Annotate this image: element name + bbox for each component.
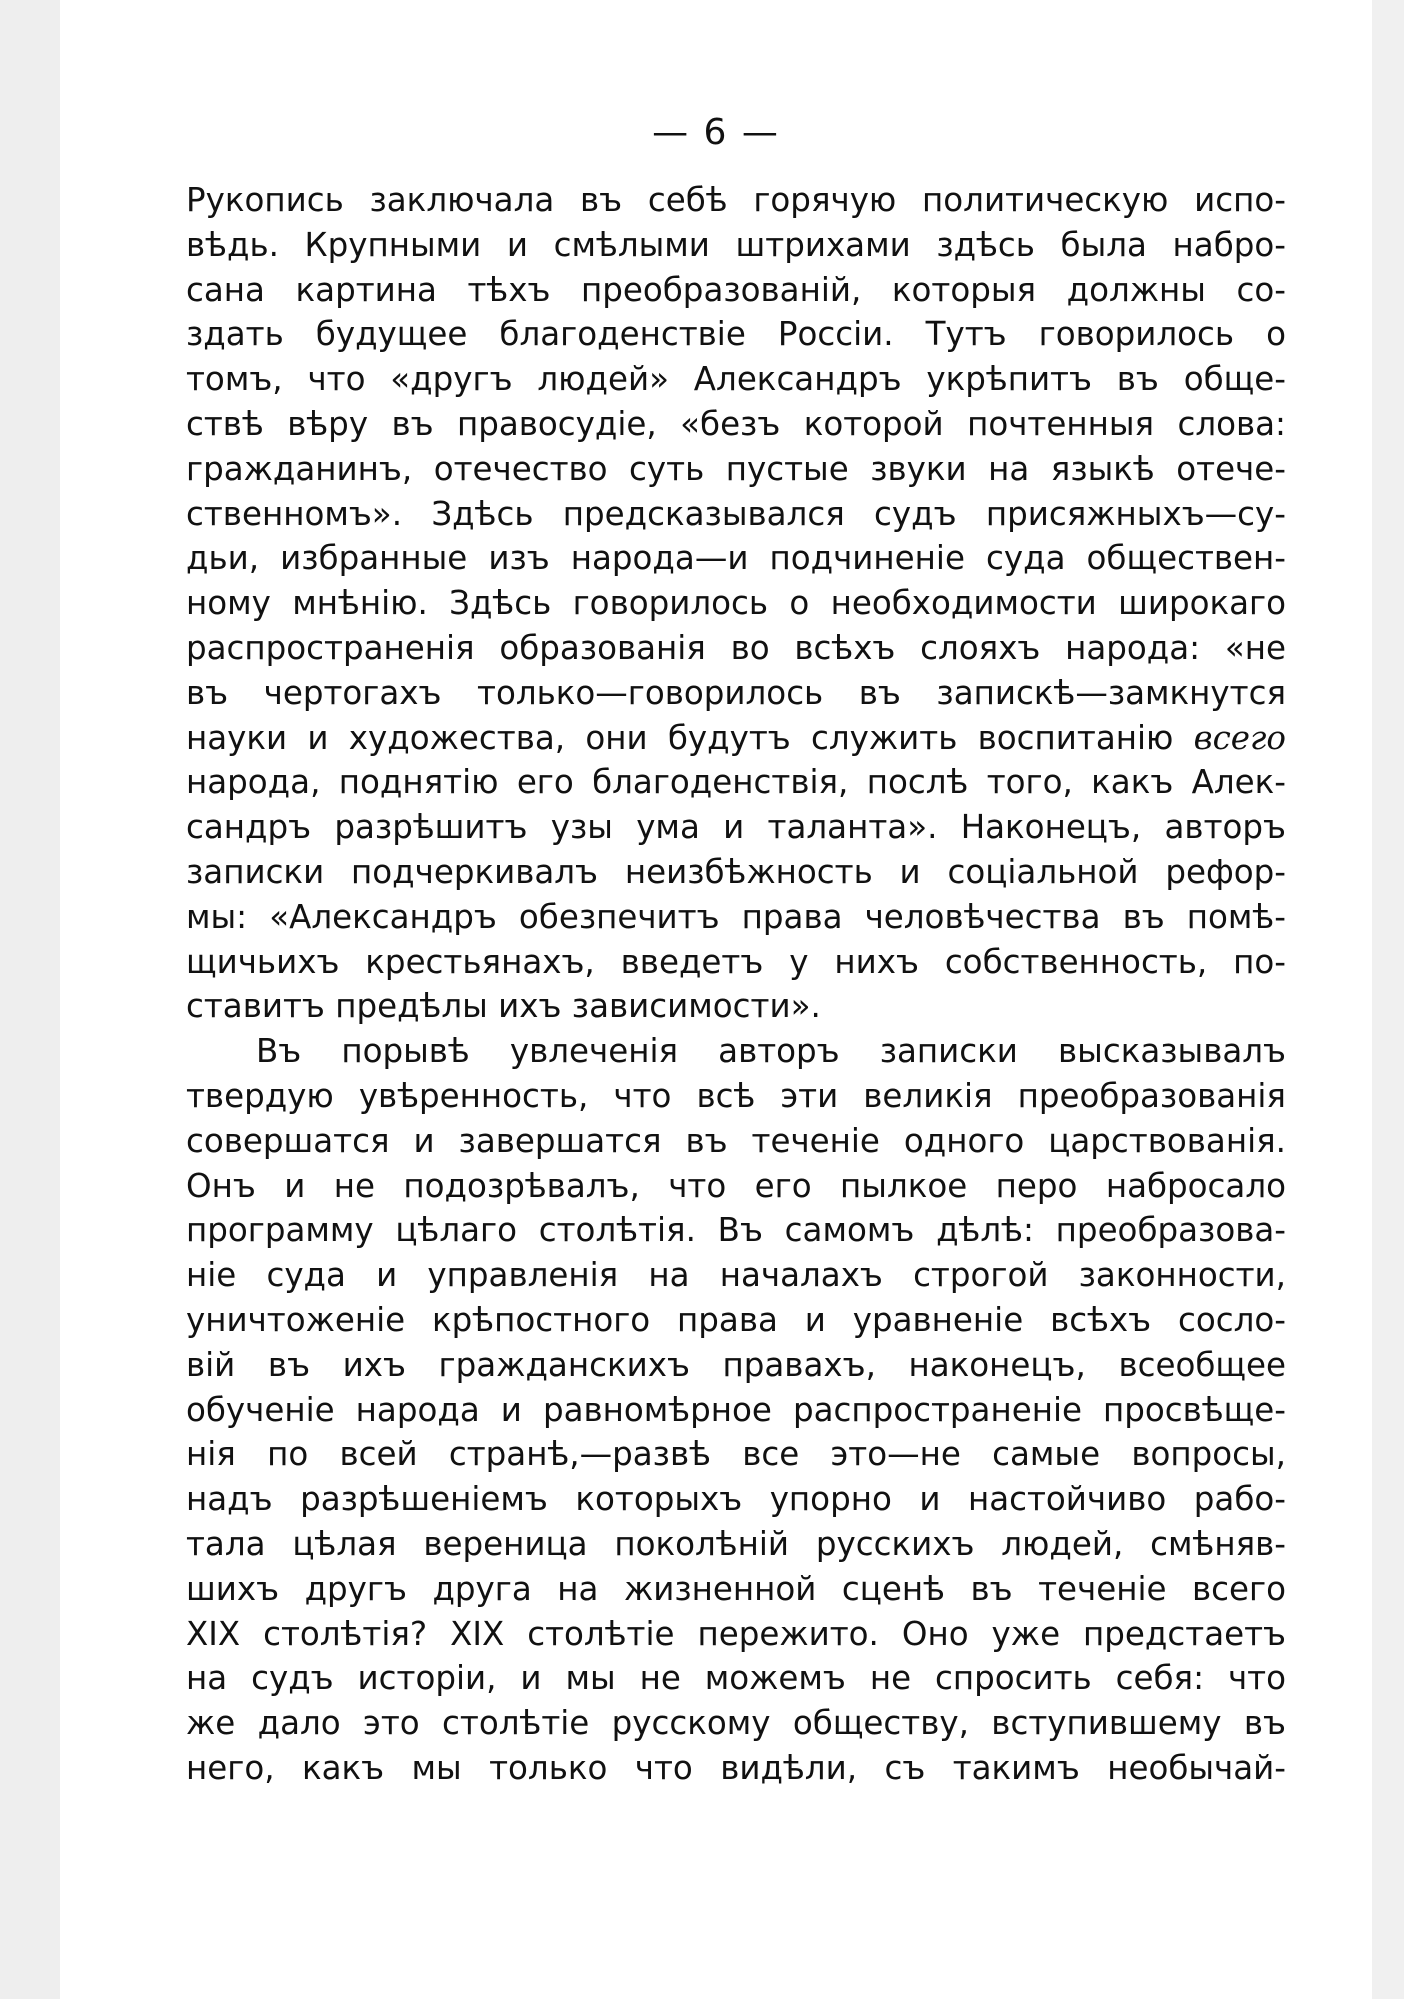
text-line: распространенія образованія во всѣхъ слояхъ народа: «не <box>186 628 1286 667</box>
text-line: вѣдь. Крупными и смѣлыми штрихами здѣсь была набро- <box>186 225 1286 264</box>
text-line: совершатся и завершатся въ теченіе одного царствованія. <box>186 1121 1286 1160</box>
text-line: обученіе народа и равномѣрное распространеніе просвѣще- <box>186 1390 1286 1429</box>
text-line-with-emphasis: науки и художества, они будутъ служить воспитанію всего <box>186 718 1286 757</box>
body-text <box>186 178 1286 1791</box>
text-line: народа, поднятію его благоденствія, послѣ того, какъ Алек- <box>186 763 1286 802</box>
text-line: ставитъ предѣлы ихъ зависимости». <box>186 987 821 1026</box>
page-number: — 6 — <box>652 112 780 153</box>
text-line: мы: «Александръ обезпечитъ права человѣчества въ помѣ- <box>186 897 1286 936</box>
text-line: XIX столѣтія? XIX столѣтіе пережито. Оно уже предстаетъ <box>186 1614 1286 1653</box>
text-line: Онъ и не подозрѣвалъ, что его пылкое перо набросало <box>186 1166 1286 1205</box>
text-line: дьи, избранные изъ народа—и подчиненіе суда обществен- <box>186 539 1286 578</box>
text-line: надъ разрѣшеніемъ которыхъ упорно и настойчиво рабо- <box>186 1480 1286 1519</box>
text-line: нія по всей странѣ,—развѣ все это—не самые вопросы, <box>186 1435 1286 1474</box>
emphasized-word: всего <box>1193 718 1286 757</box>
text-line: сана картина тѣхъ преобразованій, которыя должны со- <box>186 270 1286 309</box>
text-line: шихъ другъ друга на жизненной сценѣ въ теченіе всего <box>186 1569 1286 1608</box>
text-line: него, какъ мы только что видѣли, съ такимъ необычай- <box>186 1748 1286 1787</box>
text-line: ному мнѣнію. Здѣсь говорилось о необходимости широкаго <box>186 584 1286 623</box>
text-line: ствѣ вѣру въ правосудіе, «безъ которой почтенныя слова: <box>186 404 1286 443</box>
text-line: щичьихъ крестьянахъ, введетъ у нихъ собственность, по- <box>186 942 1286 981</box>
text-line: здать будущее благоденствіе Россіи. Тутъ говорилось о <box>186 315 1286 354</box>
text-line: записки подчеркивалъ неизбѣжность и соціальной рефор- <box>186 852 1286 891</box>
text-line: тала цѣлая вереница поколѣній русскихъ людей, смѣняв- <box>186 1524 1286 1563</box>
text-line: Въ порывѣ увлеченія авторъ записки высказывалъ <box>256 1032 1286 1071</box>
text-line: же дало это столѣтіе русскому обществу, вступившему въ <box>186 1704 1286 1743</box>
text-line: на судъ исторіи, и мы не можемъ не спросить себя: что <box>186 1659 1286 1698</box>
text-line: томъ, что «другъ людей» Александръ укрѣпитъ въ обще- <box>186 360 1286 399</box>
text-line: сандръ разрѣшитъ узы ума и таланта». Наконецъ, авторъ <box>186 808 1286 847</box>
text-line: въ чертогахъ только—говорилось въ запискѣ—замкнутся <box>186 673 1286 712</box>
text-line: ніе суда и управленія на началахъ строгой законности, <box>186 1256 1286 1295</box>
text-line: твердую увѣренность, что всѣ эти великія преобразованія <box>186 1076 1286 1115</box>
text-line: программу цѣлаго столѣтія. Въ самомъ дѣлѣ: преобразова- <box>186 1211 1286 1250</box>
text-line: вій въ ихъ гражданскихъ правахъ, наконецъ, всеобщее <box>186 1345 1286 1384</box>
text-line: гражданинъ, отечество суть пустые звуки на языкѣ отече- <box>186 449 1286 488</box>
text-line: ственномъ». Здѣсь предсказывался судъ присяжныхъ—су- <box>186 494 1286 533</box>
text-line: уничтоженіе крѣпостного права и уравненіе всѣхъ сосло- <box>186 1300 1286 1339</box>
text-line: Рукопись заключала въ себѣ горячую политическую испо- <box>186 181 1286 219</box>
paragraph-2 <box>186 1029 1286 1791</box>
paragraph-1 <box>186 178 1286 1029</box>
